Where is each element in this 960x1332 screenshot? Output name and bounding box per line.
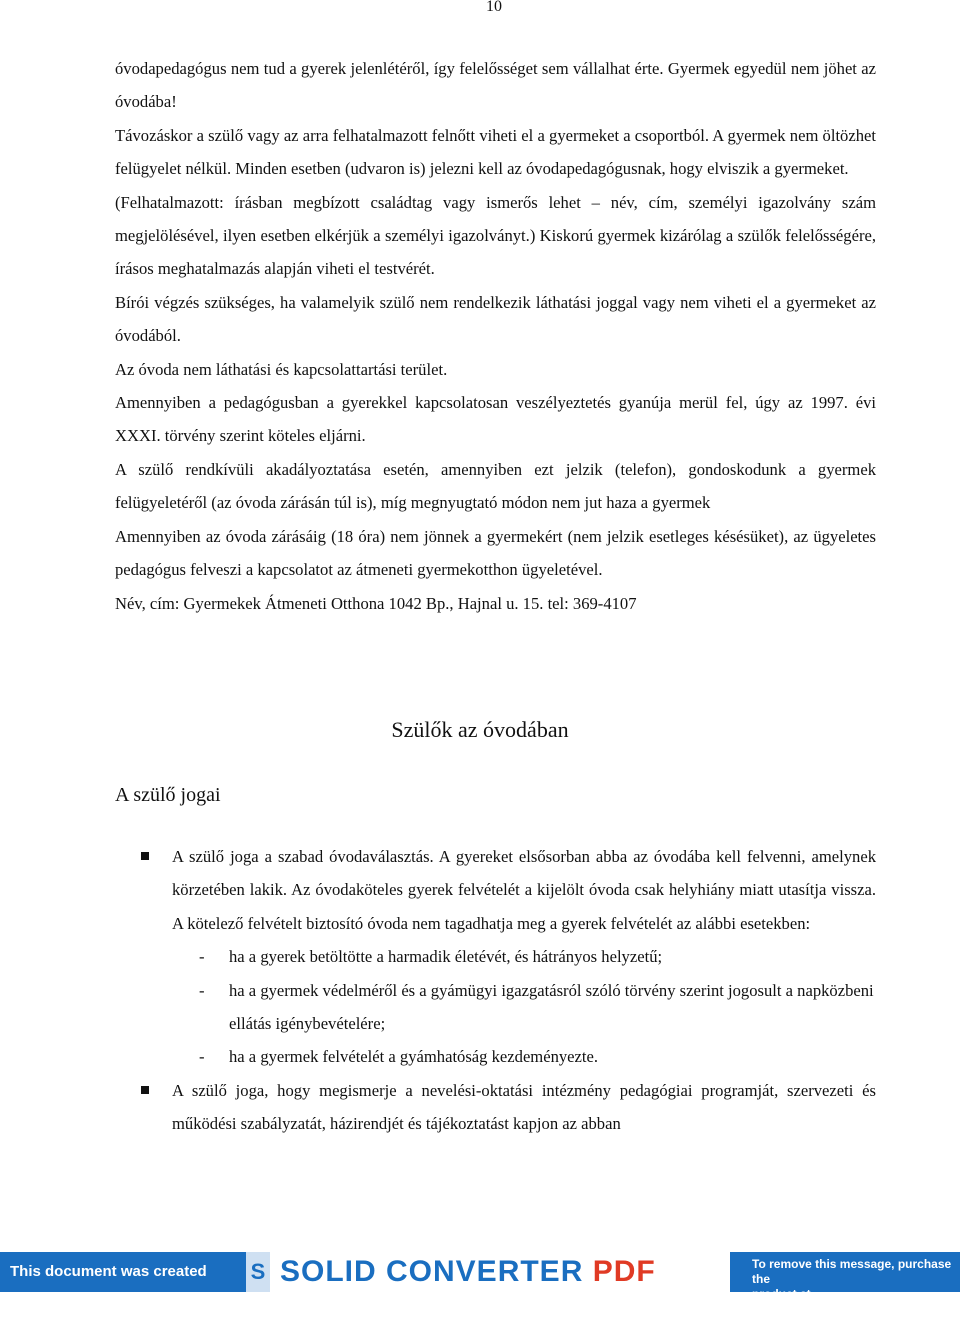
paragraph: A szülő rendkívüli akadályoztatása esetén, amennyiben ezt jelzik (telefon), gondoskodunk a gyermek felügyeletéről (az óvoda zárásán túl is), míg megnyugtató módon nem jut haza a gyermek bbox=[115, 459, 876, 513]
square-bullet-icon bbox=[141, 852, 149, 860]
list-item bbox=[115, 1074, 876, 1141]
banner-brand bbox=[280, 1252, 656, 1292]
subsection-title: A szülő jogai bbox=[115, 784, 221, 806]
sub-list-item-text: ha a gyermek felvételét a gyámhatóság kezdeményezte. bbox=[229, 1047, 599, 1067]
paragraph: (Felhatalmazott: írásban megbízott családtag vagy ismerős lehet – név, cím, személyi igazolvány szám megjelölésével, ilyen esetben elkérjük a személyi igazolványt.) Kiskorú gyermek kizárólag a szülők felelősségére, írásos meghatalmazás alapján viheti el testvérét. bbox=[115, 192, 876, 279]
paragraph: Távozáskor a szülő vagy az arra felhatalmazott felnőtt viheti el a gyermeket a csoportból. A gyermek nem öltözhet felügyelet nélkül. Minden esetben (udvaron is) jelezni kell az óvodapedagógusnak, hogy elviszik a gyermeket. bbox=[115, 125, 876, 179]
dash-marker: - bbox=[199, 1047, 205, 1067]
section-title: Szülők az óvodában bbox=[391, 717, 569, 742]
paragraph: Amennyiben az óvoda zárásáig (18 óra) nem jönnek a gyermekért (nem jelzik esetleges késésüket), az ügyeletes pedagógus felveszi a kapcsolatot az átmeneti gyermekotthon ügyeletével. bbox=[115, 526, 876, 580]
paragraph: Amennyiben a pedagógusban a gyerekkel kapcsolatosan veszélyeztetés gyanúja merül fel, úgy az 1997. évi XXXI. törvény szerint köteles eljárni. bbox=[115, 393, 876, 446]
rights-list bbox=[115, 840, 876, 1141]
body-text bbox=[115, 52, 876, 620]
banner-purchase-link[interactable] bbox=[730, 1252, 960, 1316]
sub-list-item-text: ha a gyerek betöltötte a harmadik életévét, és hátrányos helyzetű; bbox=[229, 947, 663, 967]
brand-main-text: SOLID CONVERTER bbox=[280, 1255, 584, 1288]
dash-marker: - bbox=[199, 980, 205, 1000]
square-bullet-icon bbox=[141, 1086, 149, 1094]
paragraph: óvodapedagógus nem tud a gyerek jelenlétéről, így felelősséget sem vállalhat érte. Gyermek egyedül nem jöhet az óvodába! bbox=[115, 59, 876, 112]
sub-list-item-text: ha a gyermek védelméről és a gyámügyi igazgatásról szóló törvény szerint jogosult a napközbeni ellátás igénybevételére; bbox=[229, 980, 874, 1034]
list-item-text: A szülő joga a szabad óvodaválasztás. A gyereket elsősorban abba az óvodába kell felvenni, amelynek körzetében lakik. Az óvodaköteles gyerek felvételét a kijelölt óvoda csak helyhiány miatt utasítja vissza. A kötelező felvételt biztosító óvoda nem tagadhatja meg a gyerek felvételét az alábbi esetekben: bbox=[172, 847, 876, 933]
sub-list-item bbox=[172, 974, 876, 1041]
list-item bbox=[115, 840, 876, 1074]
solid-logo-icon: S bbox=[246, 1252, 270, 1292]
sub-list-item bbox=[172, 940, 876, 973]
page-number: 10 bbox=[486, 0, 502, 15]
paragraph: Bírói végzés szükséges, ha valamelyik szülő nem rendelkezik láthatási joggal vagy nem viheti el a gyermeket az óvodából. bbox=[115, 292, 876, 346]
brand-pdf-text: PDF bbox=[592, 1255, 656, 1288]
list-item-text: A szülő joga, hogy megismerje a nevelési-oktatási intézmény pedagógiai programját, szervezeti és működési szabályzatát, házirendjét és tájékoztatást kapjon az abban bbox=[172, 1080, 876, 1134]
banner-right-line1: To remove this message, purchase the bbox=[752, 1257, 952, 1286]
paragraph: Az óvoda nem láthatási és kapcsolattartási terület. bbox=[115, 359, 448, 379]
contact-line: Név, cím: Gyermekek Átmeneti Otthona 1042 Bp., Hajnal u. 15. tel: 369-4107 bbox=[115, 593, 637, 613]
sub-list-item bbox=[172, 1040, 876, 1073]
sub-list bbox=[172, 940, 876, 1074]
dash-marker: - bbox=[199, 947, 205, 967]
banner-right-line2: product at www.SolidDocuments.com bbox=[752, 1287, 906, 1316]
converter-banner[interactable] bbox=[0, 1248, 960, 1320]
banner-left-text: This document was created using bbox=[0, 1252, 246, 1292]
